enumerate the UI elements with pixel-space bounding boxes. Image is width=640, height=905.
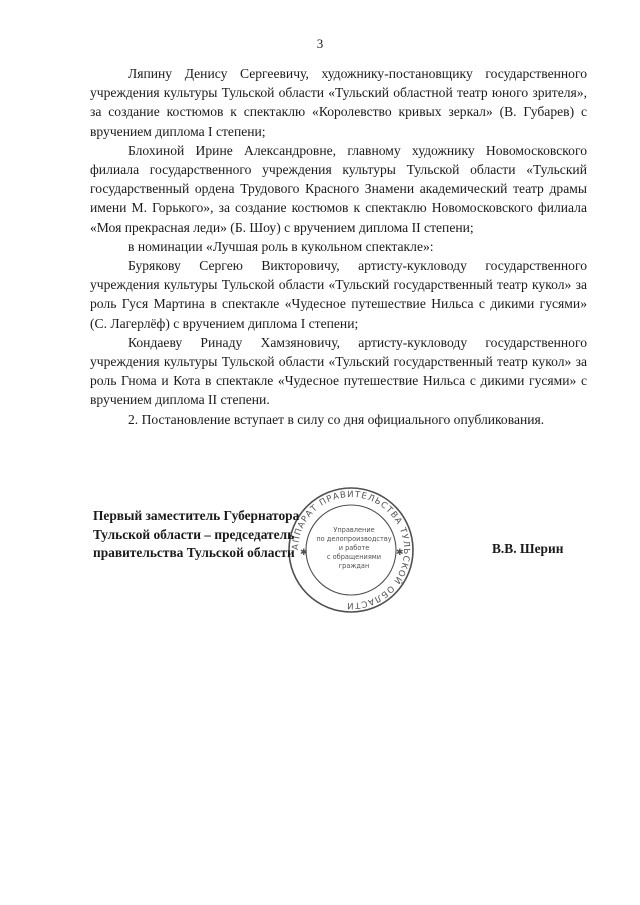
- stamp-center-line: Управление: [333, 526, 375, 534]
- stamp-ring-text: АППАРАТ ПРАВИТЕЛЬСТВА ТУЛЬСКОЙ ОБЛАСТИ: [290, 489, 412, 611]
- stamp-center-line: граждан: [338, 562, 370, 570]
- clause-2-paragraph: 2. Постановление вступает в силу со дня официального опубликования.: [128, 411, 545, 427]
- official-stamp: [286, 485, 416, 615]
- nomination-heading: в номинации «Лучшая роль в кукольном спектакле»:: [128, 238, 434, 254]
- signatory-title-line: Первый заместитель Губернатора: [93, 508, 300, 523]
- award-paragraph-kondaev: Кондаеву Ринаду Хамзяновичу, артисту-кукловоду государственного учреждения культуры Тульской области «Тульский государственный театр кукол» за роль Гнома и Кота в спектакле «Чудесное путешествие Нильса с дикими гусями» с вручением диплома II степени.: [90, 334, 587, 408]
- document-body: [90, 64, 587, 429]
- stamp-center-line: по делопроизводству: [316, 535, 392, 543]
- award-paragraph-lyapin: Ляпину Денису Сергеевичу, художнику-постановщику государственного учреждения культуры Тульской области «Тульский областной театр юного зрителя», за создание костюмов к спектаклю «Королевство кривых зеркал» (В. Губарев) с вручением диплома I степени;: [90, 66, 587, 139]
- page-number: 3: [316, 36, 324, 51]
- stamp-star-icon: ✱: [396, 548, 404, 558]
- stamp-center-line: и работе: [338, 544, 370, 552]
- award-paragraph-buryakov: Бурякову Сергею Викторовичу, артисту-кукловоду государственного учреждения культуры Тульской области «Тульский государственный театр кукол» за роль Гуся Мартина в спектакле «Чудесное путешествие Нильса с дикими гусями» (С. Лагерлёф) с вручением диплома I степени;: [90, 258, 587, 331]
- signatory-name: В.В. Шерин: [492, 541, 564, 556]
- signatory-title-line: Тульской области – председатель: [93, 526, 295, 542]
- signatory-title: [93, 507, 299, 563]
- stamp-star-icon: ✱: [300, 548, 308, 558]
- award-paragraph-blokhina: Блохиной Ирине Александровне, главному художнику Новомосковского филиала государственного учреждения культуры Тульской области «Тульский государственный ордена Трудового Красного Знамени академический театр драмы имени М. Горького», за создание костюмов к спектаклю Новомосковского филиала «Моя прекрасная леди» (Б. Шоу) с вручением диплома II степени;: [90, 142, 587, 235]
- signatory-title-line: правительства Тульской области: [93, 545, 295, 560]
- stamp-center-line: с обращениями: [326, 553, 382, 561]
